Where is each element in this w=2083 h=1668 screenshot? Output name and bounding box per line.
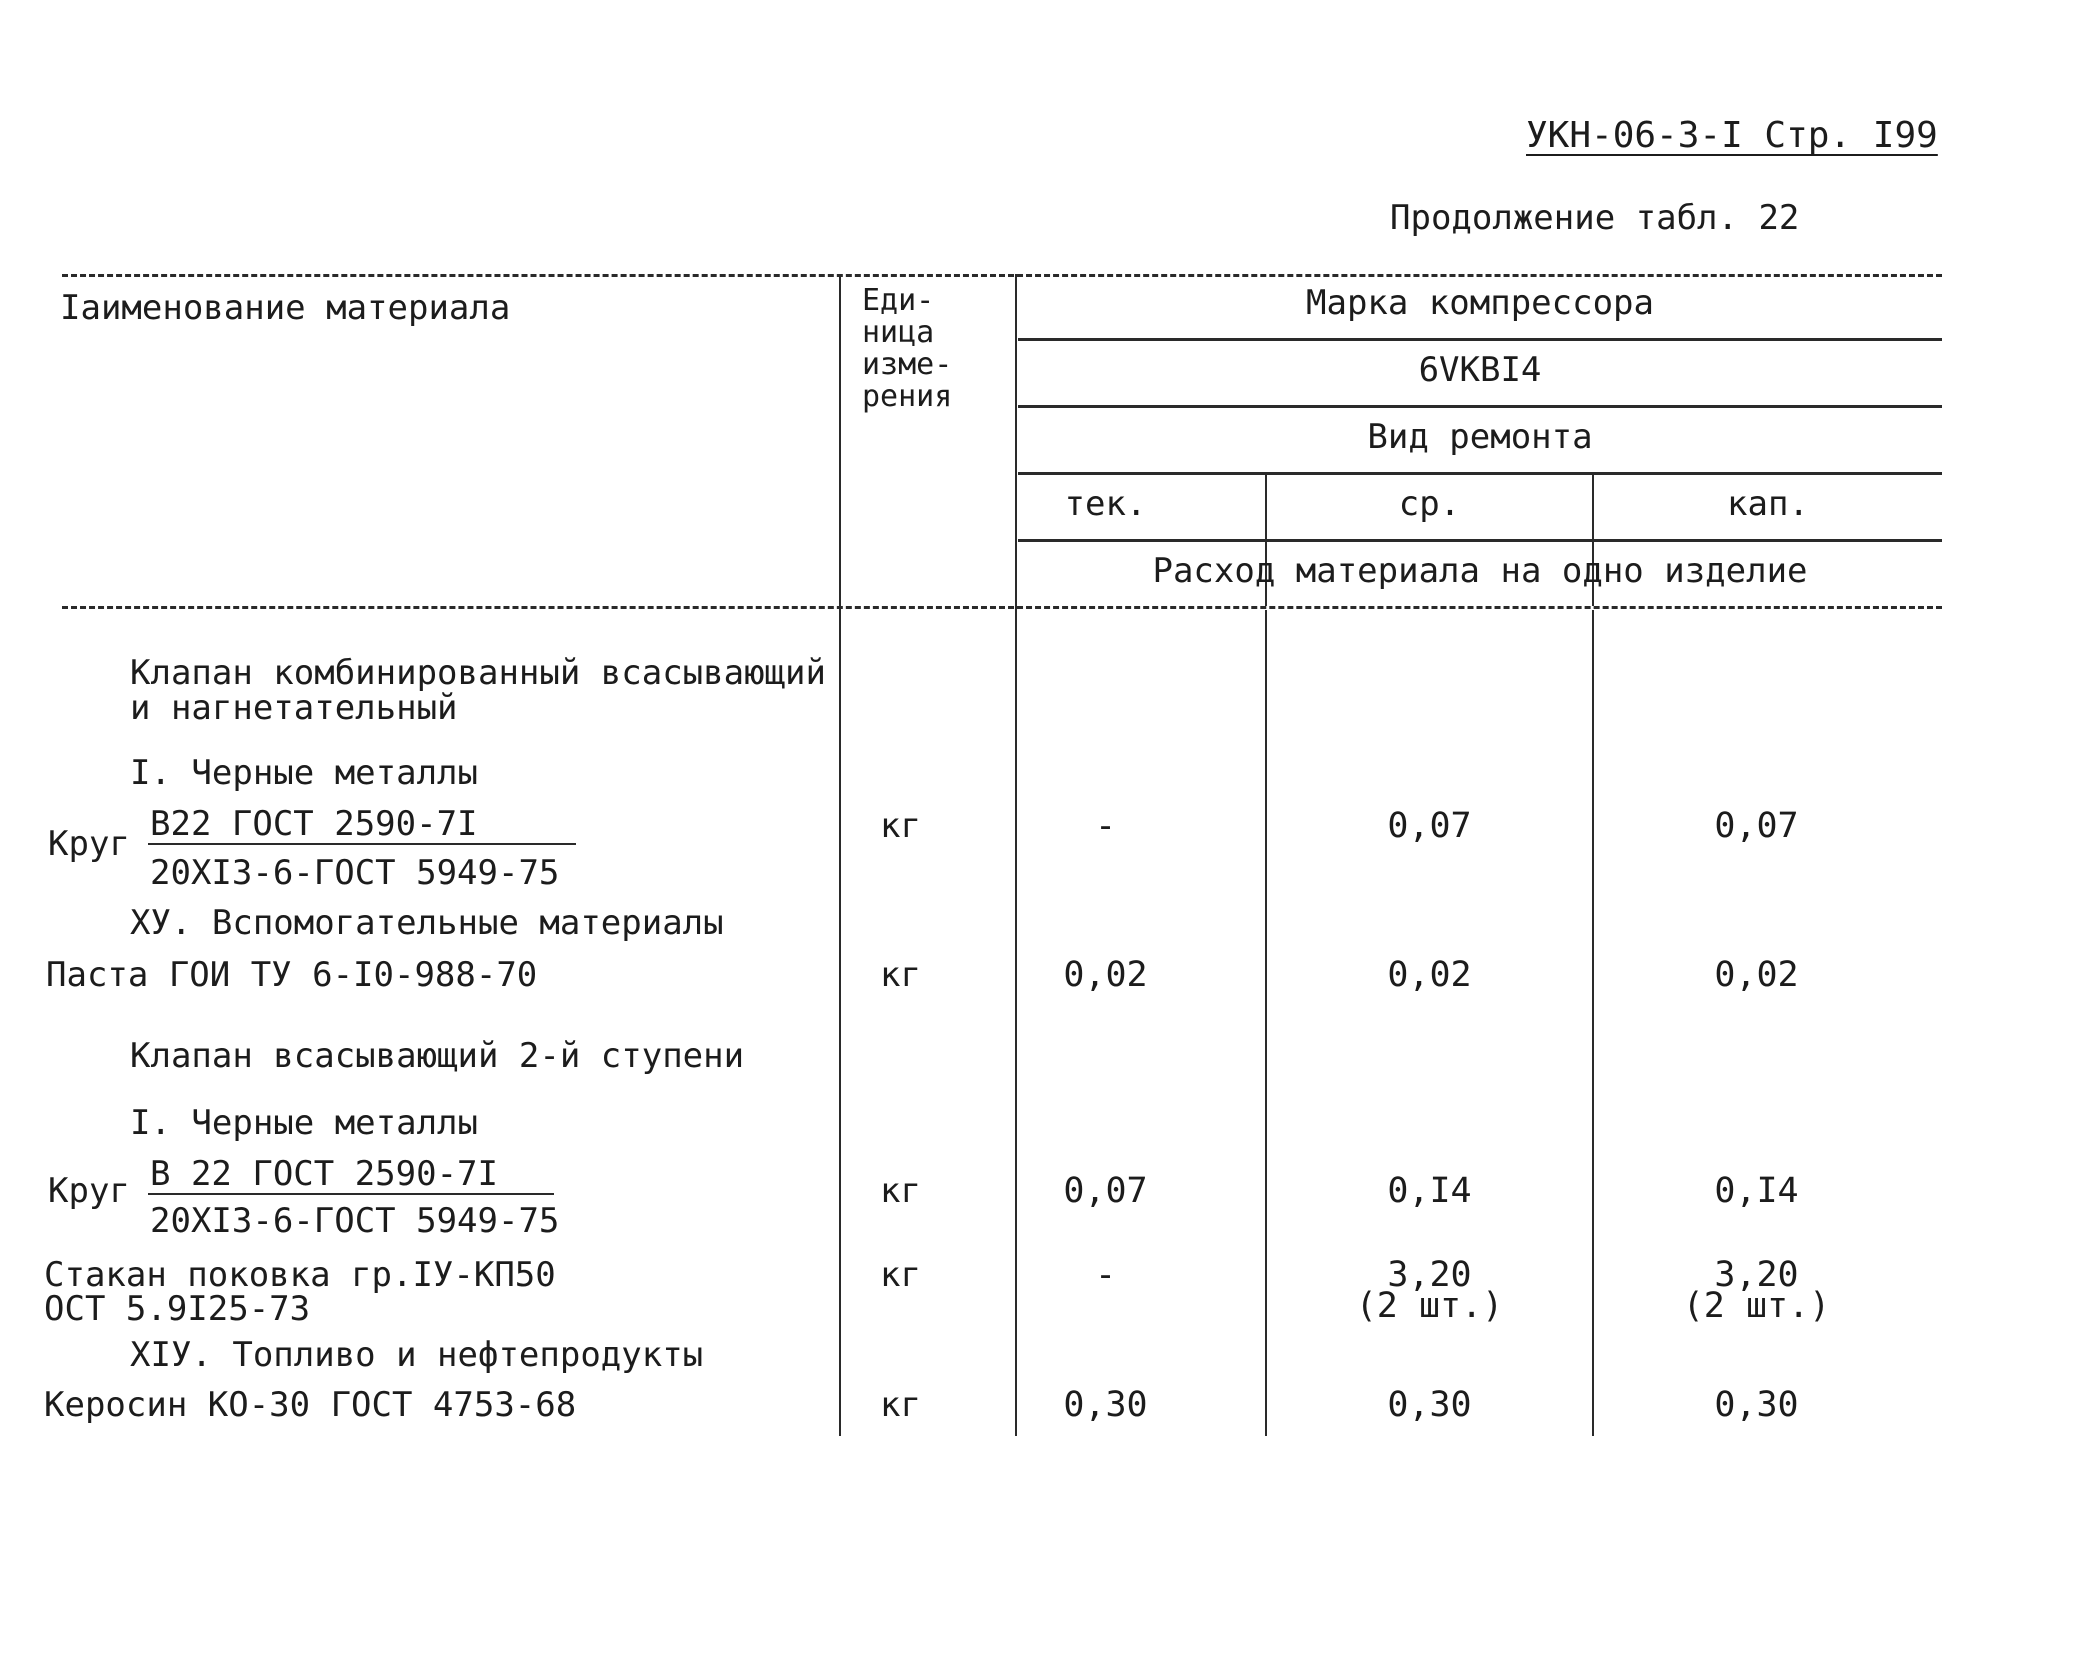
header-repair-type: Вид ремонта	[1367, 417, 1593, 457]
header-line-1	[1018, 338, 1942, 341]
row2-name: Паста ГОИ ТУ 6-I0-988-70	[46, 955, 538, 995]
group1-section-ferrous: I. Черные металлы	[130, 753, 478, 793]
header-unit-line-4: рения	[862, 379, 953, 414]
header-unit-line-1: Еди-	[862, 283, 935, 318]
table-top-border	[62, 274, 1942, 277]
row1-prefix: Круг	[48, 824, 130, 864]
row3-numerator: В 22 ГОСТ 2590-7I	[150, 1154, 498, 1194]
header-bottom-border	[62, 606, 1942, 609]
header-line-4	[1018, 539, 1942, 542]
row5-name: Керосин КО-30 ГОСТ 4753-68	[44, 1385, 577, 1425]
group1-title-line1: Клапан комбинированный всасывающий	[130, 653, 826, 693]
row2-unit: кг	[880, 955, 921, 995]
row1-fraction-bar	[148, 843, 576, 845]
row4-kap-line2: (2 шт.)	[1682, 1286, 1831, 1326]
row4-name-line2: ОСТ 5.9I25-73	[44, 1289, 311, 1329]
header-repair-col-tek: тек.	[1064, 484, 1147, 524]
group1-title-line2: и нагнетательный	[130, 688, 458, 728]
header-line-3	[1018, 472, 1942, 475]
row5-unit: кг	[880, 1385, 921, 1425]
row4-name-line1: Стакан поковка гр.IУ-КП50	[44, 1255, 556, 1295]
row4-sr-line2: (2 шт.)	[1355, 1286, 1504, 1326]
column-divider-values	[1015, 274, 1017, 1436]
row4-sr-line1: 3,20	[1387, 1255, 1472, 1295]
row3-kap: 0,I4	[1714, 1171, 1799, 1211]
header-material-name: Іаименование материала	[60, 288, 511, 328]
row3-sr: 0,I4	[1387, 1171, 1472, 1211]
row5-kap: 0,30	[1714, 1385, 1799, 1425]
row4-kap-line1: 3,20	[1714, 1255, 1799, 1295]
row4-tek: -	[1094, 1255, 1117, 1295]
row2-tek: 0,02	[1063, 955, 1148, 995]
row5-tek: 0,30	[1063, 1385, 1148, 1425]
row2-sr: 0,02	[1387, 955, 1472, 995]
row4-unit: кг	[880, 1255, 921, 1295]
row3-denominator: 20XI3-6-ГОСТ 5949-75	[150, 1201, 560, 1241]
document-reference: УКН-06-3-I Стр. I99	[1526, 115, 1938, 156]
header-consumption: Расход материала на одно изделие	[1152, 551, 1808, 591]
group2-section-fuel: XIУ. Топливо и нефтепродукты	[130, 1335, 704, 1375]
row1-denominator: 20XI3-6-ГОСТ 5949-75	[150, 853, 560, 893]
header-unit-line-2: ница	[862, 315, 935, 350]
row1-kap: 0,07	[1714, 806, 1799, 846]
row1-numerator: В22 ГОСТ 2590-7I	[150, 804, 478, 844]
row3-fraction-bar	[148, 1193, 554, 1195]
row1-tek: -	[1094, 806, 1117, 846]
header-repair-col-kap: кап.	[1727, 484, 1809, 524]
group1-section-auxiliary: ХУ. Вспомогательные материалы	[130, 903, 724, 943]
group2-title: Клапан всасывающий 2-й ступени	[130, 1036, 745, 1076]
table-continuation-caption: Продолжение табл. 22	[1390, 198, 1800, 238]
group2-section-ferrous: I. Черные металлы	[130, 1103, 478, 1143]
row3-prefix: Круг	[48, 1171, 130, 1211]
row3-unit: кг	[880, 1171, 921, 1211]
header-compressor-brand: Марка компрессора	[1306, 283, 1654, 323]
header-compressor-model: 6VKBI4	[1418, 350, 1542, 390]
row5-sr: 0,30	[1387, 1385, 1472, 1425]
row2-kap: 0,02	[1714, 955, 1799, 995]
header-repair-col-sr: ср.	[1398, 484, 1461, 524]
header-line-2	[1018, 405, 1942, 408]
row1-sr: 0,07	[1387, 806, 1472, 846]
header-unit-line-3: изме-	[862, 347, 953, 382]
row1-unit: кг	[880, 806, 921, 846]
row3-tek: 0,07	[1063, 1171, 1148, 1211]
column-divider-unit	[839, 274, 841, 1436]
